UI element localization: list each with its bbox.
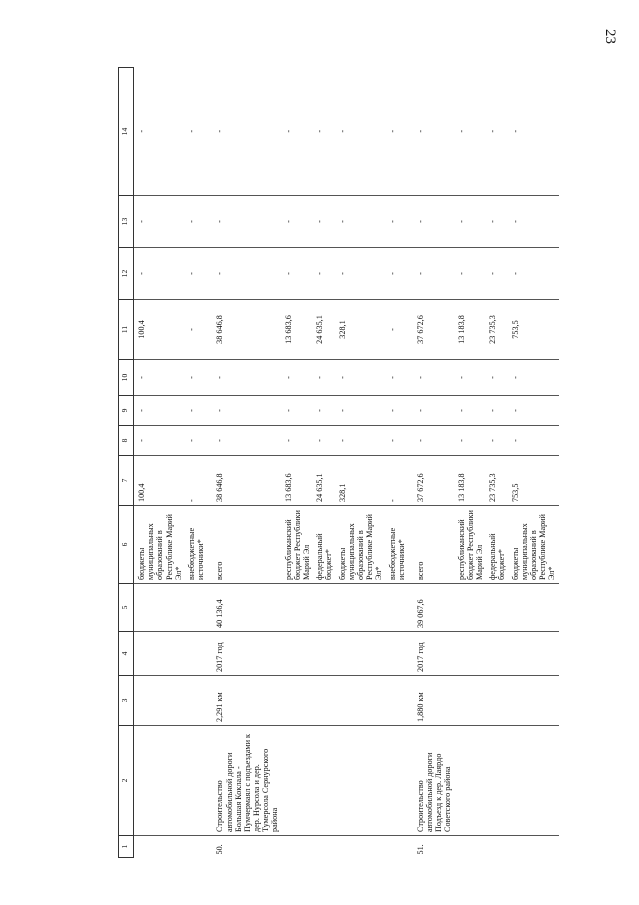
table-cell-col-12: - xyxy=(386,248,408,300)
table-cell-col-9: - xyxy=(134,396,185,426)
table-cell-col-1 xyxy=(282,836,314,858)
program-table xyxy=(118,67,559,858)
table-cell-col-2 xyxy=(455,726,487,836)
column-header: 14 xyxy=(119,68,134,196)
table-cell-col-10: - xyxy=(486,360,508,396)
table-cell-col-2 xyxy=(336,726,386,836)
table-cell-col-4: 2017 год xyxy=(408,632,455,676)
table-row xyxy=(408,68,455,858)
table-cell-col-12: - xyxy=(408,248,455,300)
table-cell-col-12: - xyxy=(282,248,314,300)
table-cell-col-5 xyxy=(509,584,559,632)
table-cell-col-14: - xyxy=(134,68,185,196)
table-cell-col-10: - xyxy=(134,360,185,396)
table-cell-col-6: бюджеты муниципальных образований в Республике Марий Эл* xyxy=(336,506,386,584)
column-header: 1 xyxy=(119,836,134,858)
table-cell-col-12: - xyxy=(185,248,207,300)
table-cell-col-3 xyxy=(509,676,559,726)
table-cell-col-3: 2,291 км xyxy=(207,676,281,726)
table-cell-col-12: - xyxy=(486,248,508,300)
column-number-row xyxy=(119,68,134,858)
table-cell-col-3 xyxy=(486,676,508,726)
table-cell-col-5 xyxy=(455,584,487,632)
table-cell-col-13: - xyxy=(282,196,314,248)
table-cell-col-11: 328,1 xyxy=(336,300,386,360)
table-cell-col-3 xyxy=(336,676,386,726)
table-cell-col-10: - xyxy=(336,360,386,396)
table-row xyxy=(386,68,408,858)
table-cell-col-4 xyxy=(282,632,314,676)
table-cell-col-13: - xyxy=(455,196,487,248)
table-cell-col-12: - xyxy=(313,248,335,300)
table-row xyxy=(282,68,314,858)
table-cell-col-6: федеральный бюджет* xyxy=(486,506,508,584)
table-cell-col-10: - xyxy=(408,360,455,396)
table-cell-col-1 xyxy=(509,836,559,858)
table-cell-col-14: - xyxy=(336,68,386,196)
table-cell-col-9: - xyxy=(313,396,335,426)
table-cell-col-6: всего xyxy=(408,506,455,584)
table-cell-col-11: - xyxy=(386,300,408,360)
table-cell-col-13: - xyxy=(185,196,207,248)
table-cell-col-10: - xyxy=(313,360,335,396)
table-cell-col-7: 13 183,8 xyxy=(455,456,487,506)
table-cell-col-8: - xyxy=(207,426,281,456)
table-cell-col-14: - xyxy=(509,68,559,196)
table-cell-col-5 xyxy=(336,584,386,632)
table-cell-col-11: 23 735,3 xyxy=(486,300,508,360)
table-cell-col-4 xyxy=(486,632,508,676)
table-cell-col-4 xyxy=(185,632,207,676)
table-cell-col-11: 38 646,8 xyxy=(207,300,281,360)
table-cell-col-3 xyxy=(282,676,314,726)
table-cell-col-12: - xyxy=(207,248,281,300)
table-cell-col-6: бюджеты муниципальных образований в Республике Марий Эл* xyxy=(509,506,559,584)
table-cell-col-11: 37 672,6 xyxy=(408,300,455,360)
page-number: 23 xyxy=(602,29,618,44)
table-cell-col-12: - xyxy=(509,248,559,300)
table-cell-col-8: - xyxy=(455,426,487,456)
table-cell-col-11: 24 635,1 xyxy=(313,300,335,360)
table-cell-col-10: - xyxy=(282,360,314,396)
table-cell-col-13: - xyxy=(313,196,335,248)
column-header: 7 xyxy=(119,456,134,506)
table-cell-col-2: Строительство автомобильной дороги Большая Коклала - Пумчермаял с подъездами к дер. Нурсола и дер. Тумерсола Сернурского района xyxy=(207,726,281,836)
table-cell-col-6: внебюджетные источники* xyxy=(185,506,207,584)
table-cell-col-2 xyxy=(509,726,559,836)
column-header: 3 xyxy=(119,676,134,726)
table-cell-col-6: федеральный бюджет* xyxy=(313,506,335,584)
table-cell-col-10: - xyxy=(185,360,207,396)
table-cell-col-13: - xyxy=(486,196,508,248)
table-cell-col-2 xyxy=(282,726,314,836)
table-row xyxy=(486,68,508,858)
table-cell-col-10: - xyxy=(455,360,487,396)
table-cell-col-13: - xyxy=(386,196,408,248)
table-cell-col-1 xyxy=(313,836,335,858)
table-cell-col-14: - xyxy=(386,68,408,196)
table-cell-col-12: - xyxy=(134,248,185,300)
table-cell-col-4 xyxy=(386,632,408,676)
table-cell-col-6: внебюджетные источники* xyxy=(386,506,408,584)
table-cell-col-6: республиканский бюджет Республики Марий Эл xyxy=(455,506,487,584)
table-cell-col-13: - xyxy=(336,196,386,248)
column-header: 8 xyxy=(119,426,134,456)
column-header: 6 xyxy=(119,506,134,584)
table-row xyxy=(313,68,335,858)
table-cell-col-14: - xyxy=(313,68,335,196)
table-cell-col-8: - xyxy=(185,426,207,456)
table-cell-col-5 xyxy=(386,584,408,632)
table-cell-col-13: - xyxy=(134,196,185,248)
table-cell-col-4 xyxy=(455,632,487,676)
table-cell-col-11: 13 183,8 xyxy=(455,300,487,360)
table-cell-col-10: - xyxy=(386,360,408,396)
table-cell-col-13: - xyxy=(509,196,559,248)
table-cell-col-11: 13 683,6 xyxy=(282,300,314,360)
column-header: 11 xyxy=(119,300,134,360)
table-cell-col-5: 39 067,6 xyxy=(408,584,455,632)
table-cell-col-1 xyxy=(185,836,207,858)
table-cell-col-7: - xyxy=(386,456,408,506)
table-cell-col-14: - xyxy=(486,68,508,196)
table-cell-col-1: 50. xyxy=(215,844,225,855)
table-cell-col-9: - xyxy=(185,396,207,426)
table-cell-col-10: - xyxy=(509,360,559,396)
table-row xyxy=(207,68,281,858)
table-cell-col-1 xyxy=(455,836,487,858)
column-header: 5 xyxy=(119,584,134,632)
table-row xyxy=(455,68,487,858)
table-cell-col-5 xyxy=(313,584,335,632)
table-cell-col-4: 2017 год xyxy=(207,632,281,676)
table-cell-col-8: - xyxy=(313,426,335,456)
table-cell-col-3 xyxy=(185,676,207,726)
table-cell-col-9: - xyxy=(509,396,559,426)
table-cell-col-14: - xyxy=(185,68,207,196)
table-cell-col-6: бюджеты муниципальных образований в Республике Марий Эл* xyxy=(134,506,185,584)
table-cell-col-8: - xyxy=(408,426,455,456)
column-header: 2 xyxy=(119,726,134,836)
table-cell-col-11: - xyxy=(185,300,207,360)
table-cell-col-7: 13 683,6 xyxy=(282,456,314,506)
table-cell-col-5: 40 136,4 xyxy=(207,584,281,632)
table-cell-col-4 xyxy=(336,632,386,676)
table-cell-col-1 xyxy=(486,836,508,858)
table-cell-col-7: 23 735,3 xyxy=(486,456,508,506)
column-header: 9 xyxy=(119,396,134,426)
table-cell-col-6: всего xyxy=(207,506,281,584)
table-cell-col-11: 100,4 xyxy=(134,300,185,360)
table-cell-col-14: - xyxy=(455,68,487,196)
table-cell-col-14: - xyxy=(207,68,281,196)
table-cell-col-3 xyxy=(313,676,335,726)
table-cell-col-9: - xyxy=(282,396,314,426)
table-cell-col-3 xyxy=(386,676,408,726)
table-cell-col-1 xyxy=(386,836,408,858)
table-row xyxy=(134,68,185,858)
table-row xyxy=(509,68,559,858)
table-cell-col-5 xyxy=(185,584,207,632)
table-cell-col-2 xyxy=(134,726,185,836)
table-cell-col-7: 24 635,1 xyxy=(313,456,335,506)
table-cell-col-14: - xyxy=(408,68,455,196)
table-cell-col-8: - xyxy=(336,426,386,456)
table-cell-col-9: - xyxy=(486,396,508,426)
table-cell-col-12: - xyxy=(336,248,386,300)
table-cell-col-7: 753,5 xyxy=(509,456,559,506)
table-cell-col-8: - xyxy=(486,426,508,456)
table-cell-col-4 xyxy=(313,632,335,676)
rotated-table-wrapper xyxy=(118,118,618,858)
table-cell-col-9: - xyxy=(455,396,487,426)
table-cell-col-8: - xyxy=(282,426,314,456)
table-row xyxy=(185,68,207,858)
table-row xyxy=(336,68,386,858)
table-cell-col-7: - xyxy=(185,456,207,506)
table-cell-col-1: 51. xyxy=(415,844,425,855)
table-cell-col-9: - xyxy=(207,396,281,426)
table-cell-col-2 xyxy=(313,726,335,836)
table-cell-col-14: - xyxy=(282,68,314,196)
table-cell-col-9: - xyxy=(336,396,386,426)
table-cell-col-8: - xyxy=(509,426,559,456)
table-cell-col-3: 1,880 км xyxy=(408,676,455,726)
table-cell-col-9: - xyxy=(408,396,455,426)
table-cell-col-3 xyxy=(455,676,487,726)
column-header: 4 xyxy=(119,632,134,676)
table-cell-col-13: - xyxy=(408,196,455,248)
table-cell-col-9: - xyxy=(386,396,408,426)
table-cell-col-1 xyxy=(336,836,386,858)
table-cell-col-6: республиканский бюджет Республики Марий Эл xyxy=(282,506,314,584)
table-cell-col-2 xyxy=(386,726,408,836)
table-cell-col-4 xyxy=(134,632,185,676)
column-header: 10 xyxy=(119,360,134,396)
table-cell-col-4 xyxy=(509,632,559,676)
table-cell-col-10: - xyxy=(207,360,281,396)
column-header: 13 xyxy=(119,196,134,248)
table-cell-col-7: 100,4 xyxy=(134,456,185,506)
table-cell-col-13: - xyxy=(207,196,281,248)
table-cell-col-1 xyxy=(134,836,185,858)
table-cell-col-12: - xyxy=(455,248,487,300)
table-cell-col-5 xyxy=(134,584,185,632)
table-cell-col-8: - xyxy=(134,426,185,456)
table-cell-col-2: Строительство автомобильной дороги Подъезд к дер. Лаярдо Советского района xyxy=(408,726,455,836)
table-cell-col-3 xyxy=(134,676,185,726)
table-cell-col-2 xyxy=(486,726,508,836)
table-cell-col-2 xyxy=(185,726,207,836)
table-cell-col-7: 38 646,8 xyxy=(207,456,281,506)
column-header: 12 xyxy=(119,248,134,300)
table-cell-col-5 xyxy=(486,584,508,632)
table-cell-col-5 xyxy=(282,584,314,632)
table-cell-col-11: 753,5 xyxy=(509,300,559,360)
table-cell-col-7: 37 672,6 xyxy=(408,456,455,506)
table-cell-col-7: 328,1 xyxy=(336,456,386,506)
table-body xyxy=(134,68,559,858)
table-cell-col-8: - xyxy=(386,426,408,456)
